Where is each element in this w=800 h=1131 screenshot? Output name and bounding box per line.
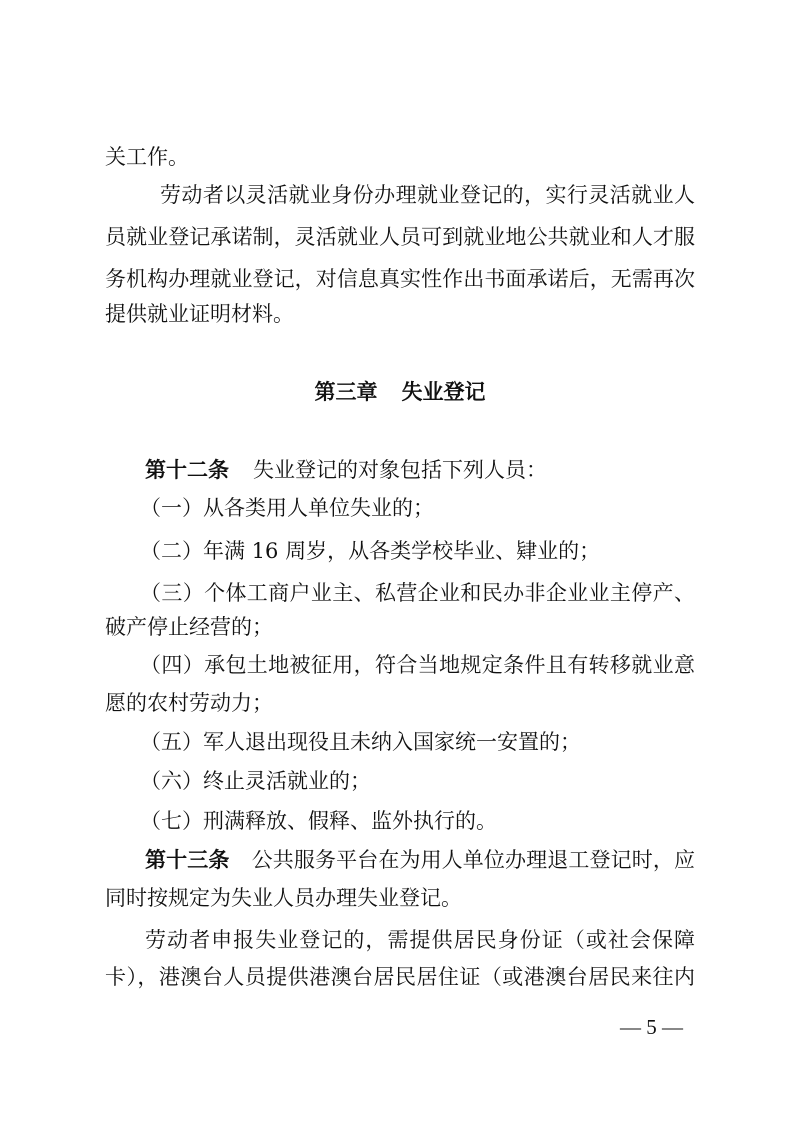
body-text-line: 员就业登记承诺制，灵活就业人员可到就业地公共就业和人才服 (105, 225, 695, 249)
list-item: （一）从各类用人单位失业的； (140, 496, 434, 520)
body-text-line: 卡），港澳台人员提供港澳台居民居住证（或港澳台居民来往内 (105, 965, 695, 989)
list-item-continuation: 破产停止经营的； (105, 615, 273, 639)
chapter-heading (0, 377, 800, 407)
list-item: （六）终止灵活就业的； (140, 769, 371, 793)
list-item: （五）军人退出现役且未纳入国家统一安置的； (140, 730, 581, 754)
article-text: 公共服务平台在为用人单位办理退工登记时，应 (251, 848, 696, 872)
article-label: 第十二条 (145, 458, 229, 482)
list-item-continuation: 愿的农村劳动力； (105, 691, 273, 715)
body-text-line: 同时按规定为失业人员办理失业登记。 (105, 886, 462, 910)
article-label: 第十三条 (145, 848, 230, 872)
page-number: — 5 — (620, 1015, 683, 1039)
article-12-intro (145, 455, 547, 485)
body-text-line: 提供就业证明材料。 (105, 302, 294, 326)
chapter-number: 第三章 (314, 380, 378, 404)
article-13-line (145, 845, 695, 875)
list-item: （三）个体工商户业主、私营企业和民办非企业业主停产、 (140, 581, 695, 605)
chapter-title: 失业登记 (401, 380, 486, 404)
body-text-line: 劳动者申报失业登记的，需提供居民身份证（或社会保障 (145, 928, 695, 952)
list-item: （二）年满 16 周岁，从各类学校毕业、肄业的； (140, 539, 601, 563)
body-text-line: 关工作。 (105, 145, 189, 169)
body-text-line: 劳动者以灵活就业身份办理就业登记的，实行灵活就业人 (160, 183, 695, 207)
list-item: （四）承包土地被征用，符合当地规定条件且有转移就业意 (140, 653, 695, 677)
body-text-line: 务机构办理就业登记，对信息真实性作出书面承诺后，无需再次 (105, 267, 695, 291)
article-text: 失业登记的对象包括下列人员： (253, 458, 547, 482)
list-item: （七）刑满释放、假释、监外执行的。 (140, 809, 497, 833)
